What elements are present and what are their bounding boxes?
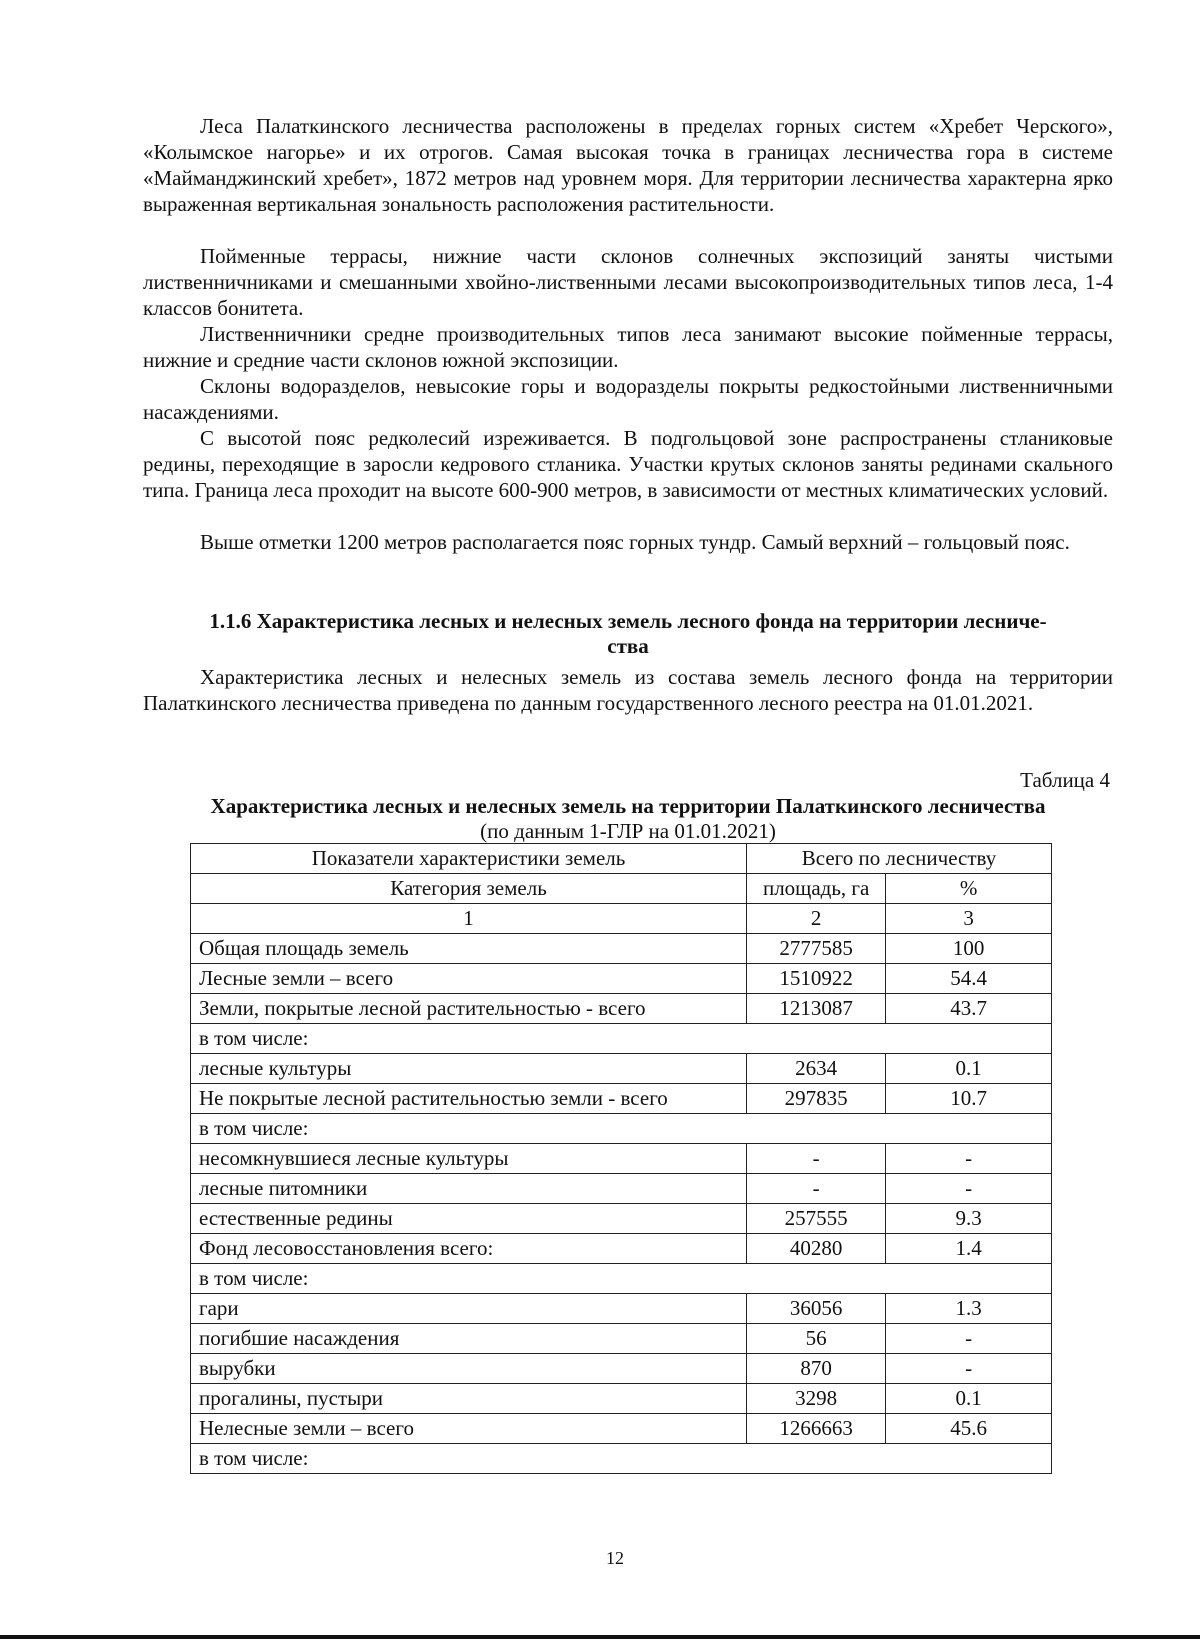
table-row: [191, 1444, 1052, 1474]
header-total-forestry: Всего по лесничеству: [747, 844, 1052, 874]
row-area: -: [747, 1174, 886, 1204]
section-intro-paragraph: Характеристика лесных и нелесных земель из состава земель лесного фонда на территории Палаткинского лесничества приведена по данным государственного лесного реестра на 01.01.2021.: [143, 665, 1113, 715]
row-percent: 1.4: [886, 1234, 1052, 1264]
row-percent: 43.7: [886, 994, 1052, 1024]
table-row: [191, 1054, 1052, 1084]
paragraph-larch-forests: Лиственничники средне производительных типов леса занимают высокие пойменные террасы, нижние и средние части склонов южной экспозиции.: [143, 322, 1113, 372]
paragraph-mountain-tundra: Выше отметки 1200 метров располагается пояс горных тундр. Самый верхний – гольцовый пояс.: [200, 530, 1070, 554]
table-row: [191, 1084, 1052, 1114]
paragraph-forests-location: Леса Палаткинского лесничества расположены в пределах горных систем «Хребет Черского», «Колымское нагорье» и их отрогов. Самая высокая точка в границах лесничества гора в системе «Майманджинский хребет», 1872 метров над уровнем моря. Для территории лесничества характерна ярко выраженная вертикальная зональность расположения растительности.: [143, 114, 1113, 216]
row-label: погибшие насаждения: [191, 1324, 747, 1354]
table-title: Характеристика лесных и нелесных земель на территории Палаткинского лесничества: [210, 794, 1046, 818]
row-label: Лесные земли – всего: [191, 964, 747, 994]
table-row: [191, 1174, 1052, 1204]
row-percent: 9.3: [886, 1204, 1052, 1234]
table-subheader-row: [191, 874, 1052, 904]
row-label: вырубки: [191, 1354, 747, 1384]
row-area: 1213087: [747, 994, 886, 1024]
row-label: в том числе:: [191, 1114, 1052, 1144]
table-subtitle: (по данным 1-ГЛР на 01.01.2021): [480, 819, 776, 843]
table-row: [191, 1024, 1052, 1054]
row-label: в том числе:: [191, 1264, 1052, 1294]
column-number-1: 1: [191, 904, 747, 934]
row-label: Общая площадь земель: [191, 934, 747, 964]
row-label: гари: [191, 1294, 747, 1324]
row-label: в том числе:: [191, 1444, 1052, 1474]
table-row: [191, 964, 1052, 994]
row-label: естественные редины: [191, 1204, 747, 1234]
row-area: 56: [747, 1324, 886, 1354]
column-number-2: 2: [747, 904, 886, 934]
land-characteristics-table: [190, 843, 1052, 1474]
row-label: лесные культуры: [191, 1054, 747, 1084]
row-percent: 1.3: [886, 1294, 1052, 1324]
section-heading-line1: 1.1.6 Характеристика лесных и нелесных земель лесного фонда на территории лесниче-: [209, 609, 1047, 633]
table-row: [191, 1264, 1052, 1294]
row-label: Нелесные земли – всего: [191, 1414, 747, 1444]
table-row: [191, 1384, 1052, 1414]
row-label: лесные питомники: [191, 1174, 747, 1204]
header-percent: %: [886, 874, 1052, 904]
bottom-rule: [0, 1635, 1200, 1639]
table-row: [191, 1234, 1052, 1264]
row-area: 297835: [747, 1084, 886, 1114]
row-area: 40280: [747, 1234, 886, 1264]
table-row: [191, 1114, 1052, 1144]
row-percent: -: [886, 1174, 1052, 1204]
row-area: 2777585: [747, 934, 886, 964]
row-percent: 54.4: [886, 964, 1052, 994]
header-land-category: Категория земель: [191, 874, 747, 904]
row-percent: -: [886, 1354, 1052, 1384]
header-area-ha: площадь, га: [747, 874, 886, 904]
table-row: [191, 934, 1052, 964]
row-area: -: [747, 1144, 886, 1174]
table-row: [191, 1324, 1052, 1354]
table-label: Таблица 4: [1020, 768, 1110, 792]
row-percent: 45.6: [886, 1414, 1052, 1444]
row-label: несомкнувшиеся лесные культуры: [191, 1144, 747, 1174]
row-area: 2634: [747, 1054, 886, 1084]
table-row: [191, 1144, 1052, 1174]
row-percent: -: [886, 1324, 1052, 1354]
row-area: 3298: [747, 1384, 886, 1414]
row-label: Земли, покрытые лесной растительностью - всего: [191, 994, 747, 1024]
paragraph-floodplain-terraces: Пойменные террасы, нижние части склонов солнечных экспозиций заняты чистыми лиственничниками и смешанными хвойно-лиственными лесами высокопроизводительных типов леса, 1-4 классов бонитета.: [143, 244, 1113, 320]
table-row: [191, 1414, 1052, 1444]
row-label: Фонд лесовосстановления всего:: [191, 1234, 747, 1264]
row-label: в том числе:: [191, 1024, 1052, 1054]
row-area: 36056: [747, 1294, 886, 1324]
row-percent: 100: [886, 934, 1052, 964]
row-label: Не покрытые лесной растительностью земли - всего: [191, 1084, 747, 1114]
row-area: 257555: [747, 1204, 886, 1234]
table-row: [191, 1294, 1052, 1324]
page-number: 12: [606, 1548, 624, 1568]
table-row: [191, 1354, 1052, 1384]
row-percent: 10.7: [886, 1084, 1052, 1114]
row-percent: 0.1: [886, 1384, 1052, 1414]
row-area: 870: [747, 1354, 886, 1384]
table-header-row: [191, 844, 1052, 874]
header-indicators: Показатели характеристики земель: [191, 844, 747, 874]
row-area: 1510922: [747, 964, 886, 994]
table-row: [191, 994, 1052, 1024]
paragraph-sparse-forest-belt: С высотой пояс редколесий изреживается. В подгольцовой зоне распространены стланиковые редины, переходящие в заросли кедрового стланика. Участки крутых склонов заняты рединами скального типа. Граница леса проходит на высоте 600-900 метров, в зависимости от местных климатических условий.: [143, 426, 1113, 502]
row-label: прогалины, пустыри: [191, 1384, 747, 1414]
table-row: [191, 1204, 1052, 1234]
column-number-3: 3: [886, 904, 1052, 934]
row-area: 1266663: [747, 1414, 886, 1444]
row-percent: -: [886, 1144, 1052, 1174]
row-percent: 0.1: [886, 1054, 1052, 1084]
section-heading-line2: ства: [607, 634, 649, 658]
paragraph-watershed-slopes: Склоны водоразделов, невысокие горы и водоразделы покрыты редкостойными лиственничными насаждениями.: [143, 374, 1113, 424]
table-column-numbers-row: [191, 904, 1052, 934]
